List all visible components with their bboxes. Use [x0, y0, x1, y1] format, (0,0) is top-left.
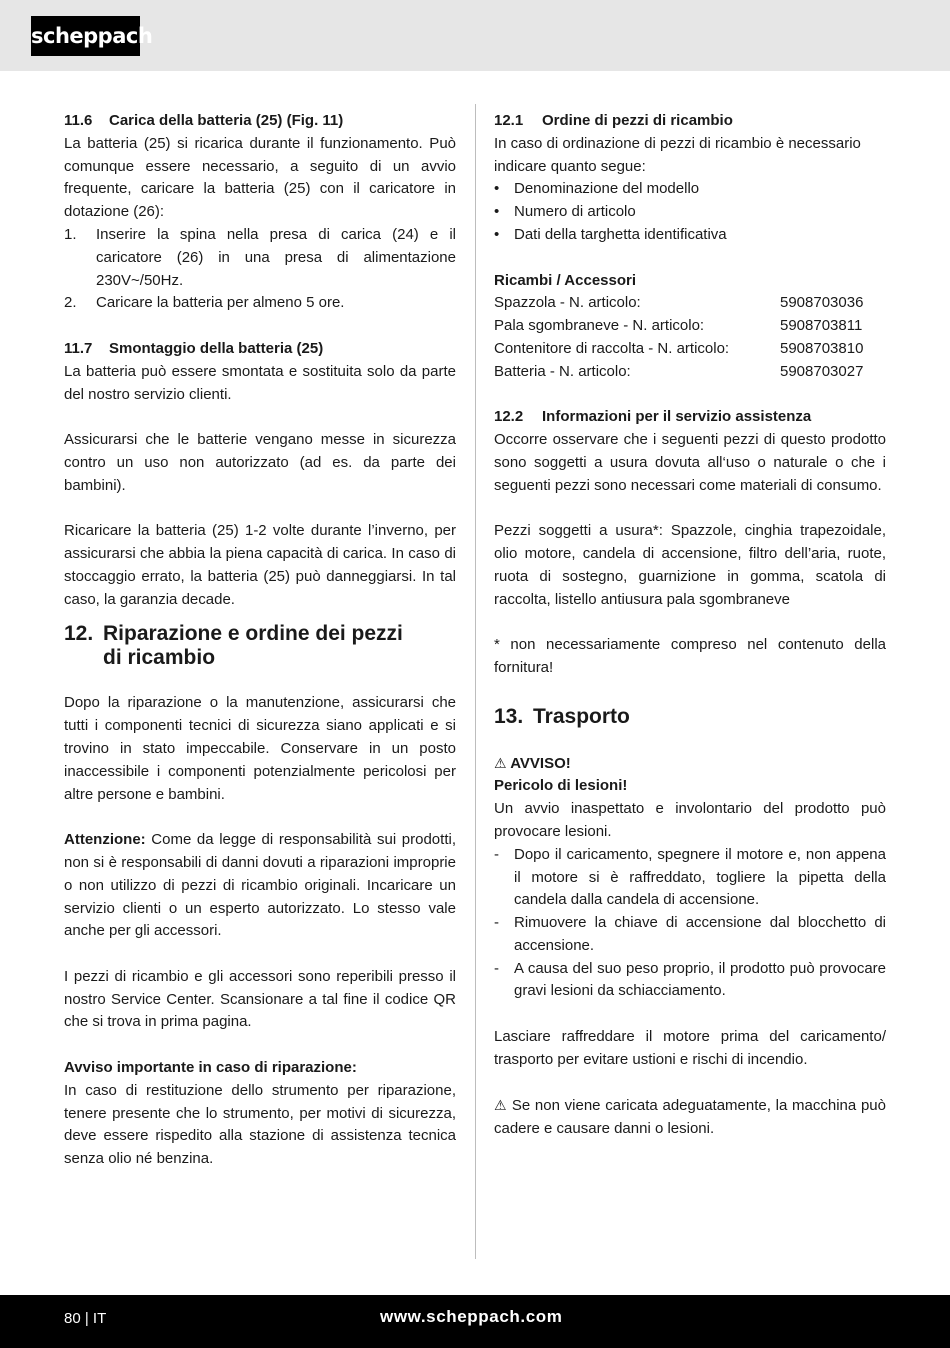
attention-label: Attenzione:: [64, 831, 146, 849]
list-item: [494, 958, 886, 1004]
bullet: •: [494, 203, 500, 221]
table-row: [494, 315, 886, 338]
right-column: [494, 110, 886, 1141]
section-title: Trasporto: [533, 704, 630, 728]
section-title: Smontaggio della batteria (25): [109, 339, 324, 357]
section-12-1-text: In caso di ordinazione di pezzi di ricambio è necessario indicare quanto segue:: [494, 134, 861, 175]
caution-text: Se non viene caricata adeguatamente, la macchina può cadere e causare danni o lesioni.: [494, 1097, 886, 1138]
section-title: Informazioni per il servizio assistenza: [542, 408, 812, 426]
section-title: Ordine di pezzi di ricambio: [542, 112, 733, 129]
warning-icon: ⚠: [494, 1097, 508, 1114]
section-11-6-text: La batteria (25) si ricarica durante il funzionamento. Può comunque essere necessario, a seguito di un avvio frequente, caricare la batteria (25) con il caricatore in dotazione (26):: [64, 134, 456, 221]
part-code: 5908703036: [780, 294, 864, 312]
warning-label: AVVISO!: [510, 754, 571, 772]
section-11-6-heading: [64, 110, 456, 133]
section-number: 12.1: [494, 112, 524, 129]
step-number: 1.: [64, 225, 77, 243]
parts-table: [494, 292, 886, 383]
scheppach-logo: scheppach: [31, 16, 140, 56]
list-item: [494, 844, 886, 912]
section-number: 12.2: [494, 408, 524, 426]
section-11-7-p1: La batteria può essere smontata e sostituita solo da parte del nostro servizio clienti.: [64, 362, 456, 403]
repair-notice-title: Avviso importante in caso di riparazione:: [64, 1059, 357, 1077]
section-13-p2: Lasciare raffreddare il motore prima del caricamento/ trasporto per evitare ustioni e rischi di incendio.: [494, 1028, 886, 1068]
part-code: 5908703027: [780, 362, 864, 380]
part-code: 5908703810: [780, 339, 864, 357]
list-item: [494, 224, 886, 247]
section-number: 12.: [64, 621, 94, 645]
section-12-heading: [64, 622, 456, 670]
list-item-text: Dopo il caricamento, spegnere il motore e, non appena il motore si è raffreddato, togliere la pipetta della candela dalla candela di accensione.: [514, 845, 886, 909]
part-name: Pala sgombraneve - N. articolo:: [494, 317, 705, 335]
part-name: Contenitore di raccolta - N. articolo:: [494, 339, 730, 357]
list-item: [64, 224, 456, 292]
attention-text: Come da legge di responsabilità sui prodotti, non si è responsabili di danni dovuti a riparazioni improprie o non utilizzo di pezzi di ricambio originali. Incaricare un servizio clienti o un esperto autorizzato. Lo stesso vale anche per gli accessori.: [64, 831, 456, 940]
dash: -: [494, 914, 499, 932]
bullet: •: [494, 180, 500, 198]
section-number: 11.7: [64, 339, 93, 357]
bullet-text: Numero di articolo: [514, 203, 636, 221]
warning-text: Un avvio inaspettato e involontario del prodotto può provocare lesioni.: [494, 800, 886, 840]
website-link[interactable]: www.scheppach.com: [380, 1307, 563, 1326]
part-name: Spazzola - N. articolo:: [494, 294, 641, 312]
step-text: Inserire la spina nella presa di carica (24) e il caricatore (26) in una presa di alimentazione 230V~/50Hz.: [96, 225, 456, 289]
section-number: 11.6: [64, 112, 93, 129]
section-12-attention: [64, 829, 456, 943]
section-12-2-p3: * non necessariamente compreso nel contenuto della fornitura!: [494, 636, 886, 677]
section-12-1-heading: [494, 110, 886, 133]
list-item: [494, 912, 886, 958]
list-item: [64, 292, 456, 315]
section-12-p3: I pezzi di ricambio e gli accessori sono reperibili presso il nostro Service Center. Scansionare a tal fine il codice QR che si trova in prima pagina.: [64, 967, 456, 1031]
section-11-7-p2: Assicurarsi che le batterie vengano messe in sicurezza contro un uso non autorizzato (ad es. da parte dei bambini).: [64, 431, 456, 494]
bullet-text: Denominazione del modello: [514, 180, 700, 198]
list-item: [494, 201, 886, 224]
list-item: [494, 178, 886, 201]
step-number: 2.: [64, 294, 77, 312]
section-12-p1: Dopo la riparazione o la manutenzione, assicurarsi che tutti i componenti tecnici di sicurezza siano applicati e si trovino in stato impeccabile. Conservare in un posto inaccessibile i componenti potenzialmente pericolosi per altre persone e bambini.: [64, 694, 456, 803]
column-divider: [475, 104, 476, 1259]
order-info-list: [494, 178, 886, 246]
section-11-7-heading: [64, 338, 456, 361]
left-column: [64, 110, 456, 1171]
warning-icon: ⚠: [494, 754, 507, 771]
section-12-2-p2: Pezzi soggetti a usura*: Spazzole, cinghia trapezoidale, olio motore, candela di accensione, filtro dell’aria, ruote, ruota di sostegno, guarnizione in gomma, scatola di raccolta, listello antiusura pala sgombraneve: [494, 522, 886, 608]
table-row: [494, 292, 886, 315]
list-item-text: A causa del suo peso proprio, il prodotto può provocare gravi lesioni da schiacciamento.: [514, 959, 886, 1000]
part-name: Batteria - N. articolo:: [494, 362, 631, 380]
section-title: Riparazione e ordine dei pezzi: [103, 621, 403, 645]
part-code: 5908703811: [780, 317, 863, 335]
charging-steps: [64, 224, 456, 315]
page-number: 80 | IT: [64, 1310, 107, 1327]
parts-title: Ricambi / Accessori: [494, 271, 637, 289]
repair-notice-text: In caso di restituzione dello strumento per riparazione, tenere presente che lo strumento, per motivi di sicurezza, deve essere rispedito alla stazione di assistenza tecnica senza olio né benzina.: [64, 1081, 456, 1168]
bullet-text: Dati della targhetta identificativa: [514, 225, 727, 243]
warning-heading: [494, 752, 886, 776]
section-title: Carica della batteria (25) (Fig. 11): [109, 112, 344, 129]
section-12-2-p1: Occorre osservare che i seguenti pezzi di questo prodotto sono soggetti a usura dovuta all‘uso o naturale o che i seguenti pezzi sono necessari come materiali di consumo.: [494, 431, 886, 494]
section-13-heading: [494, 705, 886, 729]
section-12-2-heading: [494, 406, 886, 429]
section-title-line2: di ricambio: [103, 645, 216, 669]
table-row: [494, 361, 886, 384]
section-number: 13.: [494, 704, 524, 728]
step-text: Caricare la batteria per almeno 5 ore.: [96, 294, 345, 312]
bullet: •: [494, 225, 500, 243]
page-header: [0, 0, 950, 71]
dash: -: [494, 845, 499, 863]
page-footer: [0, 1295, 950, 1348]
table-row: [494, 338, 886, 361]
dash: -: [494, 959, 499, 977]
section-11-7-p3: Ricaricare la batteria (25) 1-2 volte durante l’inverno, per assicurarsi che abbia la piena capacità di carica. In caso di stoccaggio errato, la batteria (25) può danneggiarsi. In tal caso, la garanzia decade.: [64, 522, 456, 608]
list-item-text: Rimuovere la chiave di accensione dal blocchetto di accensione.: [514, 914, 886, 954]
warning-list: [494, 844, 886, 1004]
section-13-p3: [494, 1094, 886, 1141]
warning-subtitle: Pericolo di lesioni!: [494, 777, 628, 795]
